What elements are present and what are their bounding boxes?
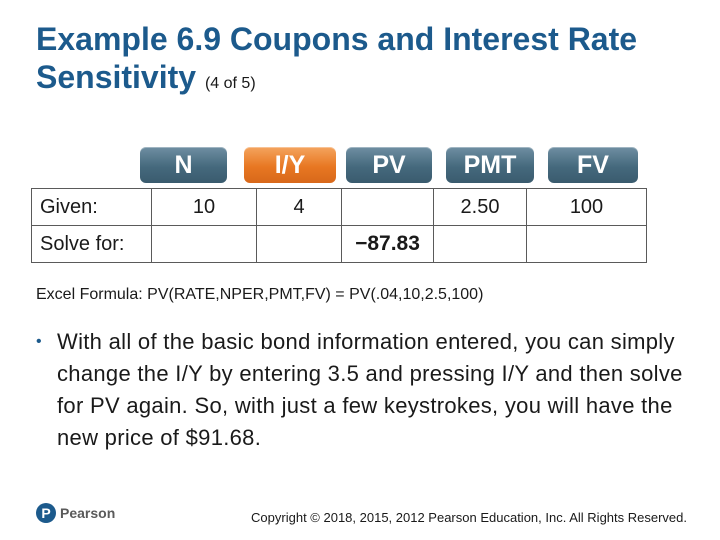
bullet-point	[36, 326, 696, 454]
key-pv: PV	[346, 147, 432, 183]
page-title-part: (4 of 5)	[204, 75, 256, 92]
bullet-icon: •	[36, 333, 42, 350]
cell-fv: 100	[527, 189, 647, 226]
cell-pv-answer: −87.83	[342, 226, 434, 263]
pearson-p-icon: P	[36, 503, 56, 523]
table-row-given	[32, 189, 647, 226]
pearson-logo	[36, 503, 115, 523]
cell-iy: 4	[257, 189, 342, 226]
cell-n	[152, 226, 257, 263]
row-label: Given:	[32, 189, 152, 226]
cell-fv	[527, 226, 647, 263]
cell-iy	[257, 226, 342, 263]
cell-pv	[342, 189, 434, 226]
logo-text: Pearson	[60, 505, 116, 521]
key-pmt: PMT	[446, 147, 534, 183]
calculator-table	[31, 188, 647, 263]
copyright-notice: Copyright © 2018, 2015, 2012 Pearson Education, Inc. All Rights Reserved.	[251, 510, 687, 525]
key-n: N	[140, 147, 227, 183]
cell-n: 10	[152, 189, 257, 226]
table-row-solve	[32, 226, 647, 263]
page-title-main: Example 6.9 Coupons and Interest Rate Sensitivity	[36, 21, 638, 95]
page-title	[36, 20, 686, 103]
excel-formula: Excel Formula: PV(RATE,NPER,PMT,FV) = PV(.04,10,2.5,100)	[36, 286, 484, 303]
row-label: Solve for:	[32, 226, 152, 263]
cell-pmt	[434, 226, 527, 263]
key-iy: I/Y	[244, 147, 336, 183]
bullet-text: With all of the basic bond information entered, you can simply change the I/Y by entering 3.5 and pressing I/Y and then solve for PV again. So, with just a few keystrokes, you will have the new price of $91.68.	[57, 329, 683, 450]
key-fv: FV	[548, 147, 638, 183]
cell-pmt: 2.50	[434, 189, 527, 226]
